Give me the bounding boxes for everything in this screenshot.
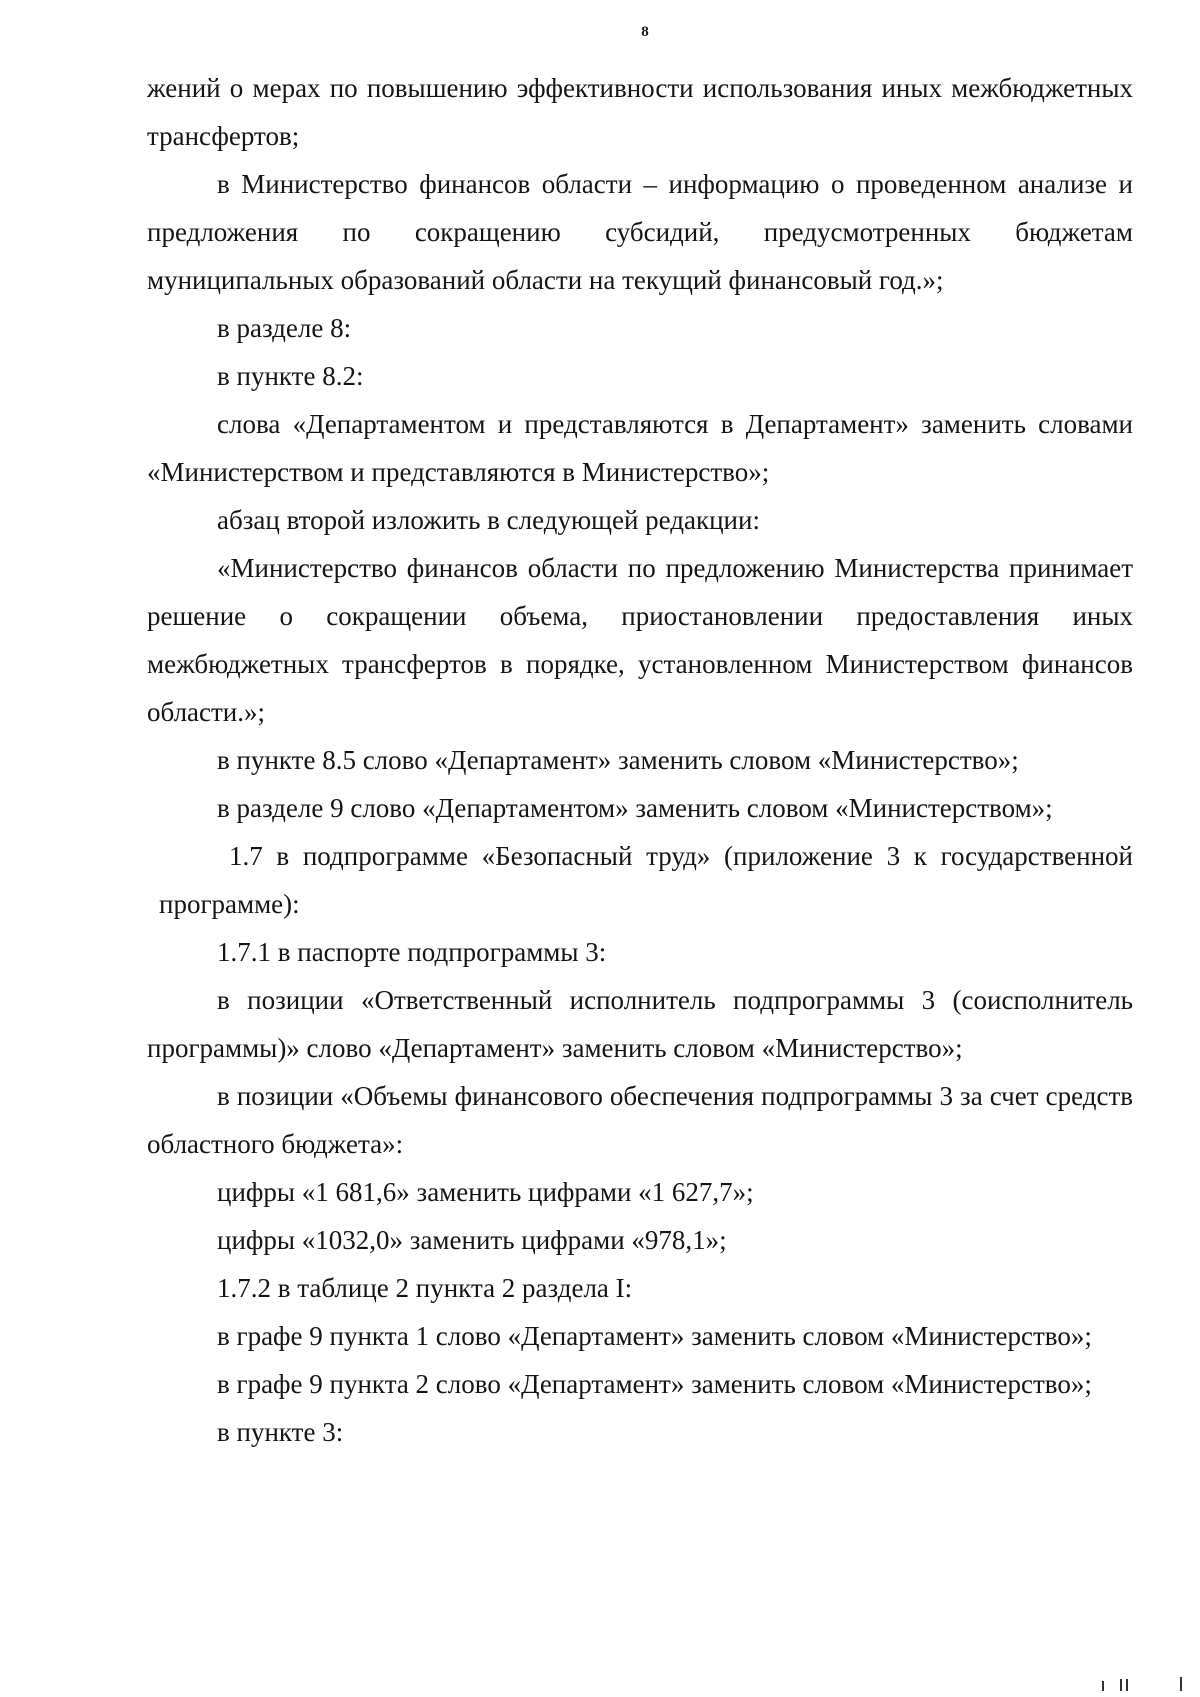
paragraph: в пункте 8.5 слово «Департамент» заменить словом «Министерство»; <box>217 745 1019 775</box>
scan-artifact <box>1102 1681 1104 1691</box>
paragraph: абзац второй изложить в следующей редакции: <box>217 505 760 535</box>
paragraph: в Министерство финансов области – информацию о проведенном анализе и предложения по сокращению субсидий, предусмотренных бюджетам муниципальных образований области на текущий финансовый год.»; <box>147 169 1133 295</box>
paragraph: в позиции «Объемы финансового обеспечения подпрограммы 3 за счет средств областного бюджета»: <box>147 1081 1133 1159</box>
paragraph: 1.7.1 в паспорте подпрограммы 3: <box>217 937 607 967</box>
paragraph: цифры «1 681,6» заменить цифрами «1 627,7»; <box>217 1177 754 1207</box>
paragraph: 1.7 в подпрограмме «Безопасный труд» (приложение 3 к государственной программе): <box>159 841 1133 919</box>
paragraph: в позиции «Ответственный исполнитель подпрограммы 3 (соисполнитель программы)» слово «Департамент» заменить словом «Министерство»; <box>147 985 1133 1063</box>
paragraph: в графе 9 пункта 1 слово «Департамент» заменить словом «Министерство»; <box>217 1321 1092 1351</box>
scan-artifact <box>1120 1679 1122 1691</box>
paragraph: в пункте 8.2: <box>217 361 364 391</box>
paragraph: в разделе 8: <box>217 313 352 343</box>
paragraph: слова «Департаментом и представляются в Департамент» заменить словами «Министерством и представляются в Министерство»; <box>147 409 1133 487</box>
paragraph: жений о мерах по повышению эффективности использования иных межбюджетных трансфертов; <box>147 73 1133 151</box>
paragraph: в пункте 3: <box>217 1417 344 1447</box>
document-body <box>147 64 1133 1456</box>
paragraph: 1.7.2 в таблице 2 пункта 2 раздела I: <box>217 1273 633 1303</box>
scan-artifact <box>1180 1677 1182 1691</box>
scan-artifact <box>1126 1679 1128 1691</box>
paragraph: в графе 9 пункта 2 слово «Департамент» заменить словом «Министерство»; <box>217 1369 1092 1399</box>
paragraph: в разделе 9 слово «Департаментом» заменить словом «Министерством»; <box>217 793 1053 823</box>
paragraph: цифры «1032,0» заменить цифрами «978,1»; <box>217 1225 727 1255</box>
paragraph: «Министерство финансов области по предложению Министерства принимает решение о сокращении объема, приостановлении предоставления иных межбюджетных трансфертов в порядке, установленном Министерством финансов области.»; <box>147 553 1133 727</box>
page-number: 8 <box>641 24 649 40</box>
